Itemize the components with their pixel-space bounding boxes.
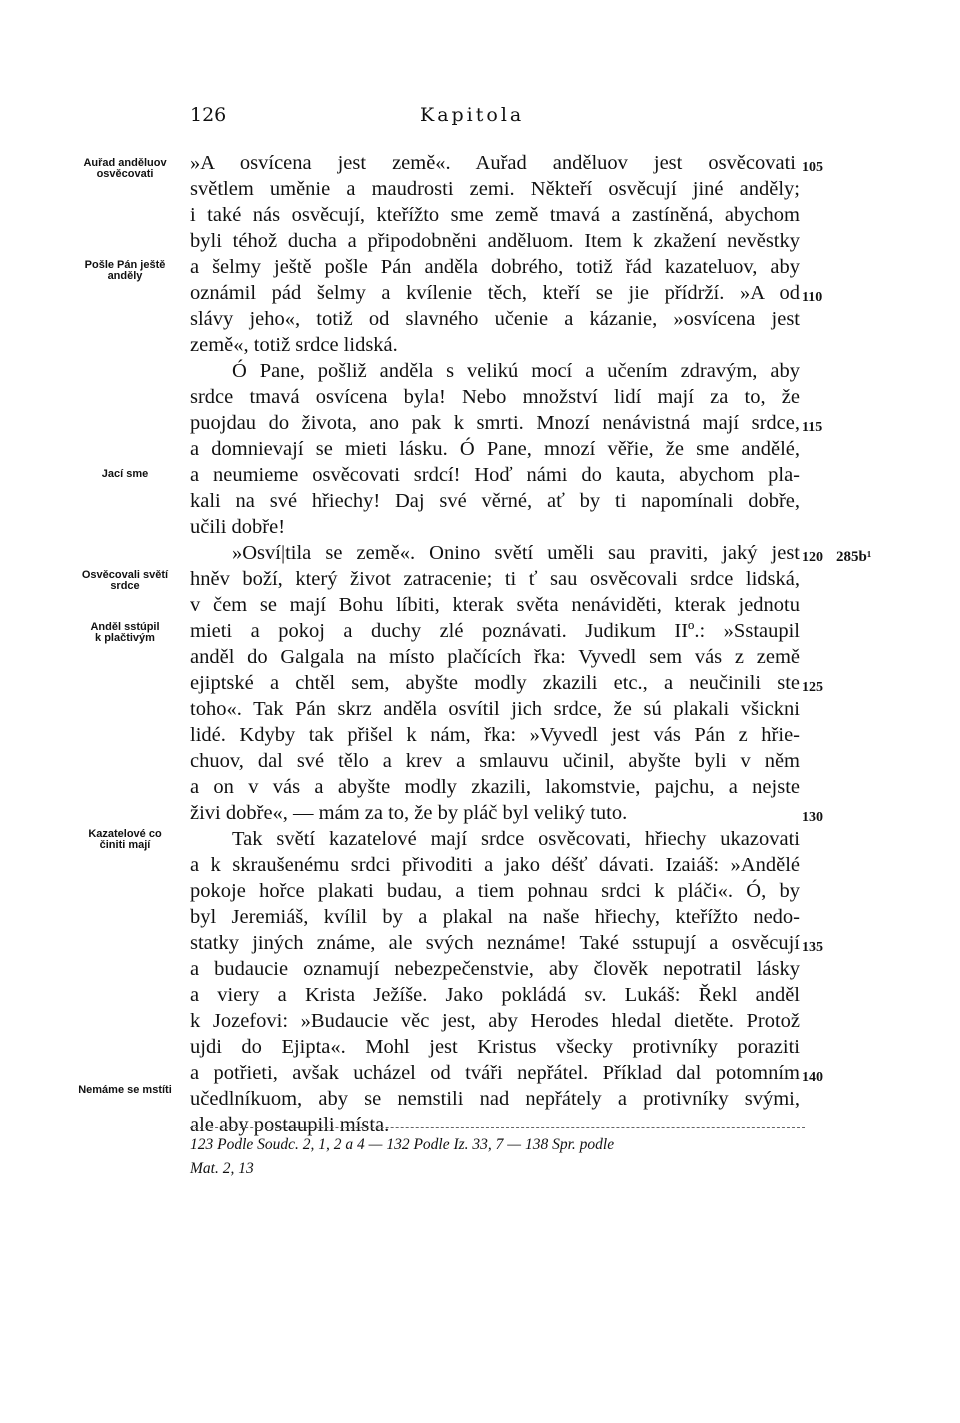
margin-note: [60, 570, 190, 592]
margin-note-line: anděly: [107, 270, 143, 282]
margin-note-line: činiti mají: [99, 839, 151, 851]
footnote-line: 123 Podle Soudc. 2, 1, 2 a 4 — 132 Podle Iz. 33, 7 — 138 Spr. podle: [190, 1136, 615, 1153]
margin-note-line: Auřad anděluov: [83, 157, 167, 169]
margin-note: [60, 1085, 190, 1096]
footnote-rule: [190, 1127, 805, 1128]
line-number: 135: [802, 940, 823, 955]
text-line: ejiptské a chtěl sem, abyšte modly zkazili etc., a neučinili ste: [190, 672, 800, 694]
margin-note-line: Nemáme se mstíti: [78, 1084, 172, 1096]
text-line: a potřieti, avšak ucházel od tváři nepřátel. Příklad dal potomním: [190, 1062, 800, 1084]
page-header: [190, 102, 810, 132]
line-number: 110: [802, 290, 823, 305]
text-line: pokoje hořce plakati budau, a tiem pohnau srdci k pláči«. Ó, by: [190, 880, 800, 902]
text-line: lidé. Kdyby tak přišel k nám, řka: »Vyvedl jest vás Pán z hřie-: [190, 724, 800, 746]
text-line: toho«. Tak Pán skrz anděla osvítil jich srdce, že sú plakali všickni: [190, 698, 800, 720]
text-line: a neumieme osvěcovati srdcí! Hoď námi do kauta, abychom pla-: [190, 464, 800, 486]
text-line: a budaucie oznamují nebezpečenstvie, aby člověk nepotratil lásky: [190, 958, 800, 980]
text-line: Tak světí kazatelové mají srdce osvěcovati, hřiechy ukazovati: [232, 828, 800, 850]
text-line: živi dobře«, — mám za to, že by pláč byl veliký tuto.: [190, 802, 628, 824]
text-line: chuov, dal své tělo a krev a smlauvu učinil, abyšte byli v něm: [190, 750, 800, 772]
text-line: Ó Pane, pošliž anděla s velikú mocí a učením zdravým, aby: [232, 360, 800, 382]
text-line: a šelmy ještě pošle Pán anděla dobrého, totiž řád kazateluov, aby: [190, 256, 800, 278]
line-number: 130: [802, 810, 823, 825]
text-line: »A osvícena jest země«. Auřad anděluov jest osvěcovati: [190, 152, 796, 174]
folio-mark: 285b¹: [836, 549, 872, 565]
text-line: »Osví|tila se země«. Onino světí uměli sau praviti, jaký jest: [232, 542, 800, 564]
margin-note-line: Osvěcovali světí: [81, 569, 169, 581]
margin-note-line: osvěcovati: [96, 168, 154, 180]
text-line: učedlníkuom, aby se nemstili nad nepřátely a protivníky svými,: [190, 1088, 800, 1110]
margin-note: [60, 469, 190, 480]
margin-note: [60, 622, 190, 644]
margin-note: [60, 829, 190, 851]
margin-note-line: Jací sme: [101, 468, 149, 480]
text-line: kali na své hřiechy! Daj své věrné, ať by ti napomínali dobře,: [190, 490, 800, 512]
text-line: byl Jeremiáš, kvílil by a plakal na naše hřiechy, kteřížto nedo-: [190, 906, 800, 928]
text-line: v čem se mají Bohu líbiti, kterak světa nenáviděti, kterak jednotu: [190, 594, 800, 616]
text-line: oznámil pád šelmy a kvílenie těch, kteří se jie přídrží. »A od: [190, 282, 800, 304]
page-number: 126: [190, 104, 227, 126]
text-line: hněv boží, který život zatracenie; ti ť sau osvěcovali srdce lidská,: [190, 568, 800, 590]
footnote-line: Mat. 2, 13: [190, 1160, 254, 1177]
text-line: k Jozefovi: »Budaucie věc jest, aby Herodes hledal dietěte. Protož: [190, 1010, 800, 1032]
text-line: mieti a pokoj a duchy zlé poznávati. Judikum IIº.: »Sstaupil: [190, 620, 800, 642]
text-line: puojdau do života, ano pak k smrti. Mnozí nenávistná mají srdce,: [190, 412, 800, 434]
text-line: a domnievají se mieti lásku. Ó Pane, mnozí věřie, že sme andělé,: [190, 438, 800, 460]
text-line: učili dobře!: [190, 516, 286, 538]
line-number: 120: [802, 550, 823, 565]
margin-note-line: Anděl sstúpil: [90, 621, 160, 633]
margin-note-line: srdce: [110, 580, 140, 592]
text-line: statky jiných známe, ale svých neznáme! Také sstupují a osvěcují: [190, 932, 800, 954]
footnotes: [190, 1133, 810, 1181]
text-line: byli téhož ducha a připodobněni anděluom. Item k zkažení nevěstky: [190, 230, 800, 252]
text-line: i také nás osvěcují, kteřížto sme země tmavá a zastíněná, abychom: [190, 204, 800, 226]
line-number: 115: [802, 420, 823, 435]
text-line: anděl do Galgala na místo plačících řka: Vyvedl sem vás z země: [190, 646, 800, 668]
line-number: 125: [802, 680, 823, 695]
text-line: země«, totiž srdce lidská.: [190, 334, 398, 356]
text-line: slávy jeho«, totiž od slavného učenie a kázanie, »osvícena jest: [190, 308, 800, 330]
running-head: Kapitola: [420, 104, 525, 126]
margin-note: [60, 158, 190, 180]
text-line: a viery a Krista Ježíše. Jako pokládá sv. Lukáš: Řekl anděl: [190, 984, 800, 1006]
line-number: 105: [802, 160, 823, 175]
margin-note-line: Kazatelové co: [88, 828, 162, 840]
margin-note-line: Pošle Pán ještě: [84, 259, 166, 271]
text-line: a k skraušenému srdci přivoditi a jako déšť dávati. Izaiáš: »Andělé: [190, 854, 800, 876]
line-number: 140: [802, 1070, 823, 1085]
margin-note: [60, 260, 190, 282]
text-line: srdce tmavá osvícena byla! Nebo množství lidí mají za to, že: [190, 386, 800, 408]
margin-note-line: k plačtivým: [95, 632, 155, 644]
text-line: ale aby postaupili místa.: [190, 1114, 390, 1136]
text-line: světlem uměnie a maudrosti zemi. Někteří osvěcují jiné anděly;: [190, 178, 800, 200]
text-line: a on v vás a abyšte modly zkazili, lakomstvie, pajchu, a nejste: [190, 776, 800, 798]
text-line: ujdi do Ejipta«. Mohl jest Kristus všecky protivníky poraziti: [190, 1036, 800, 1058]
